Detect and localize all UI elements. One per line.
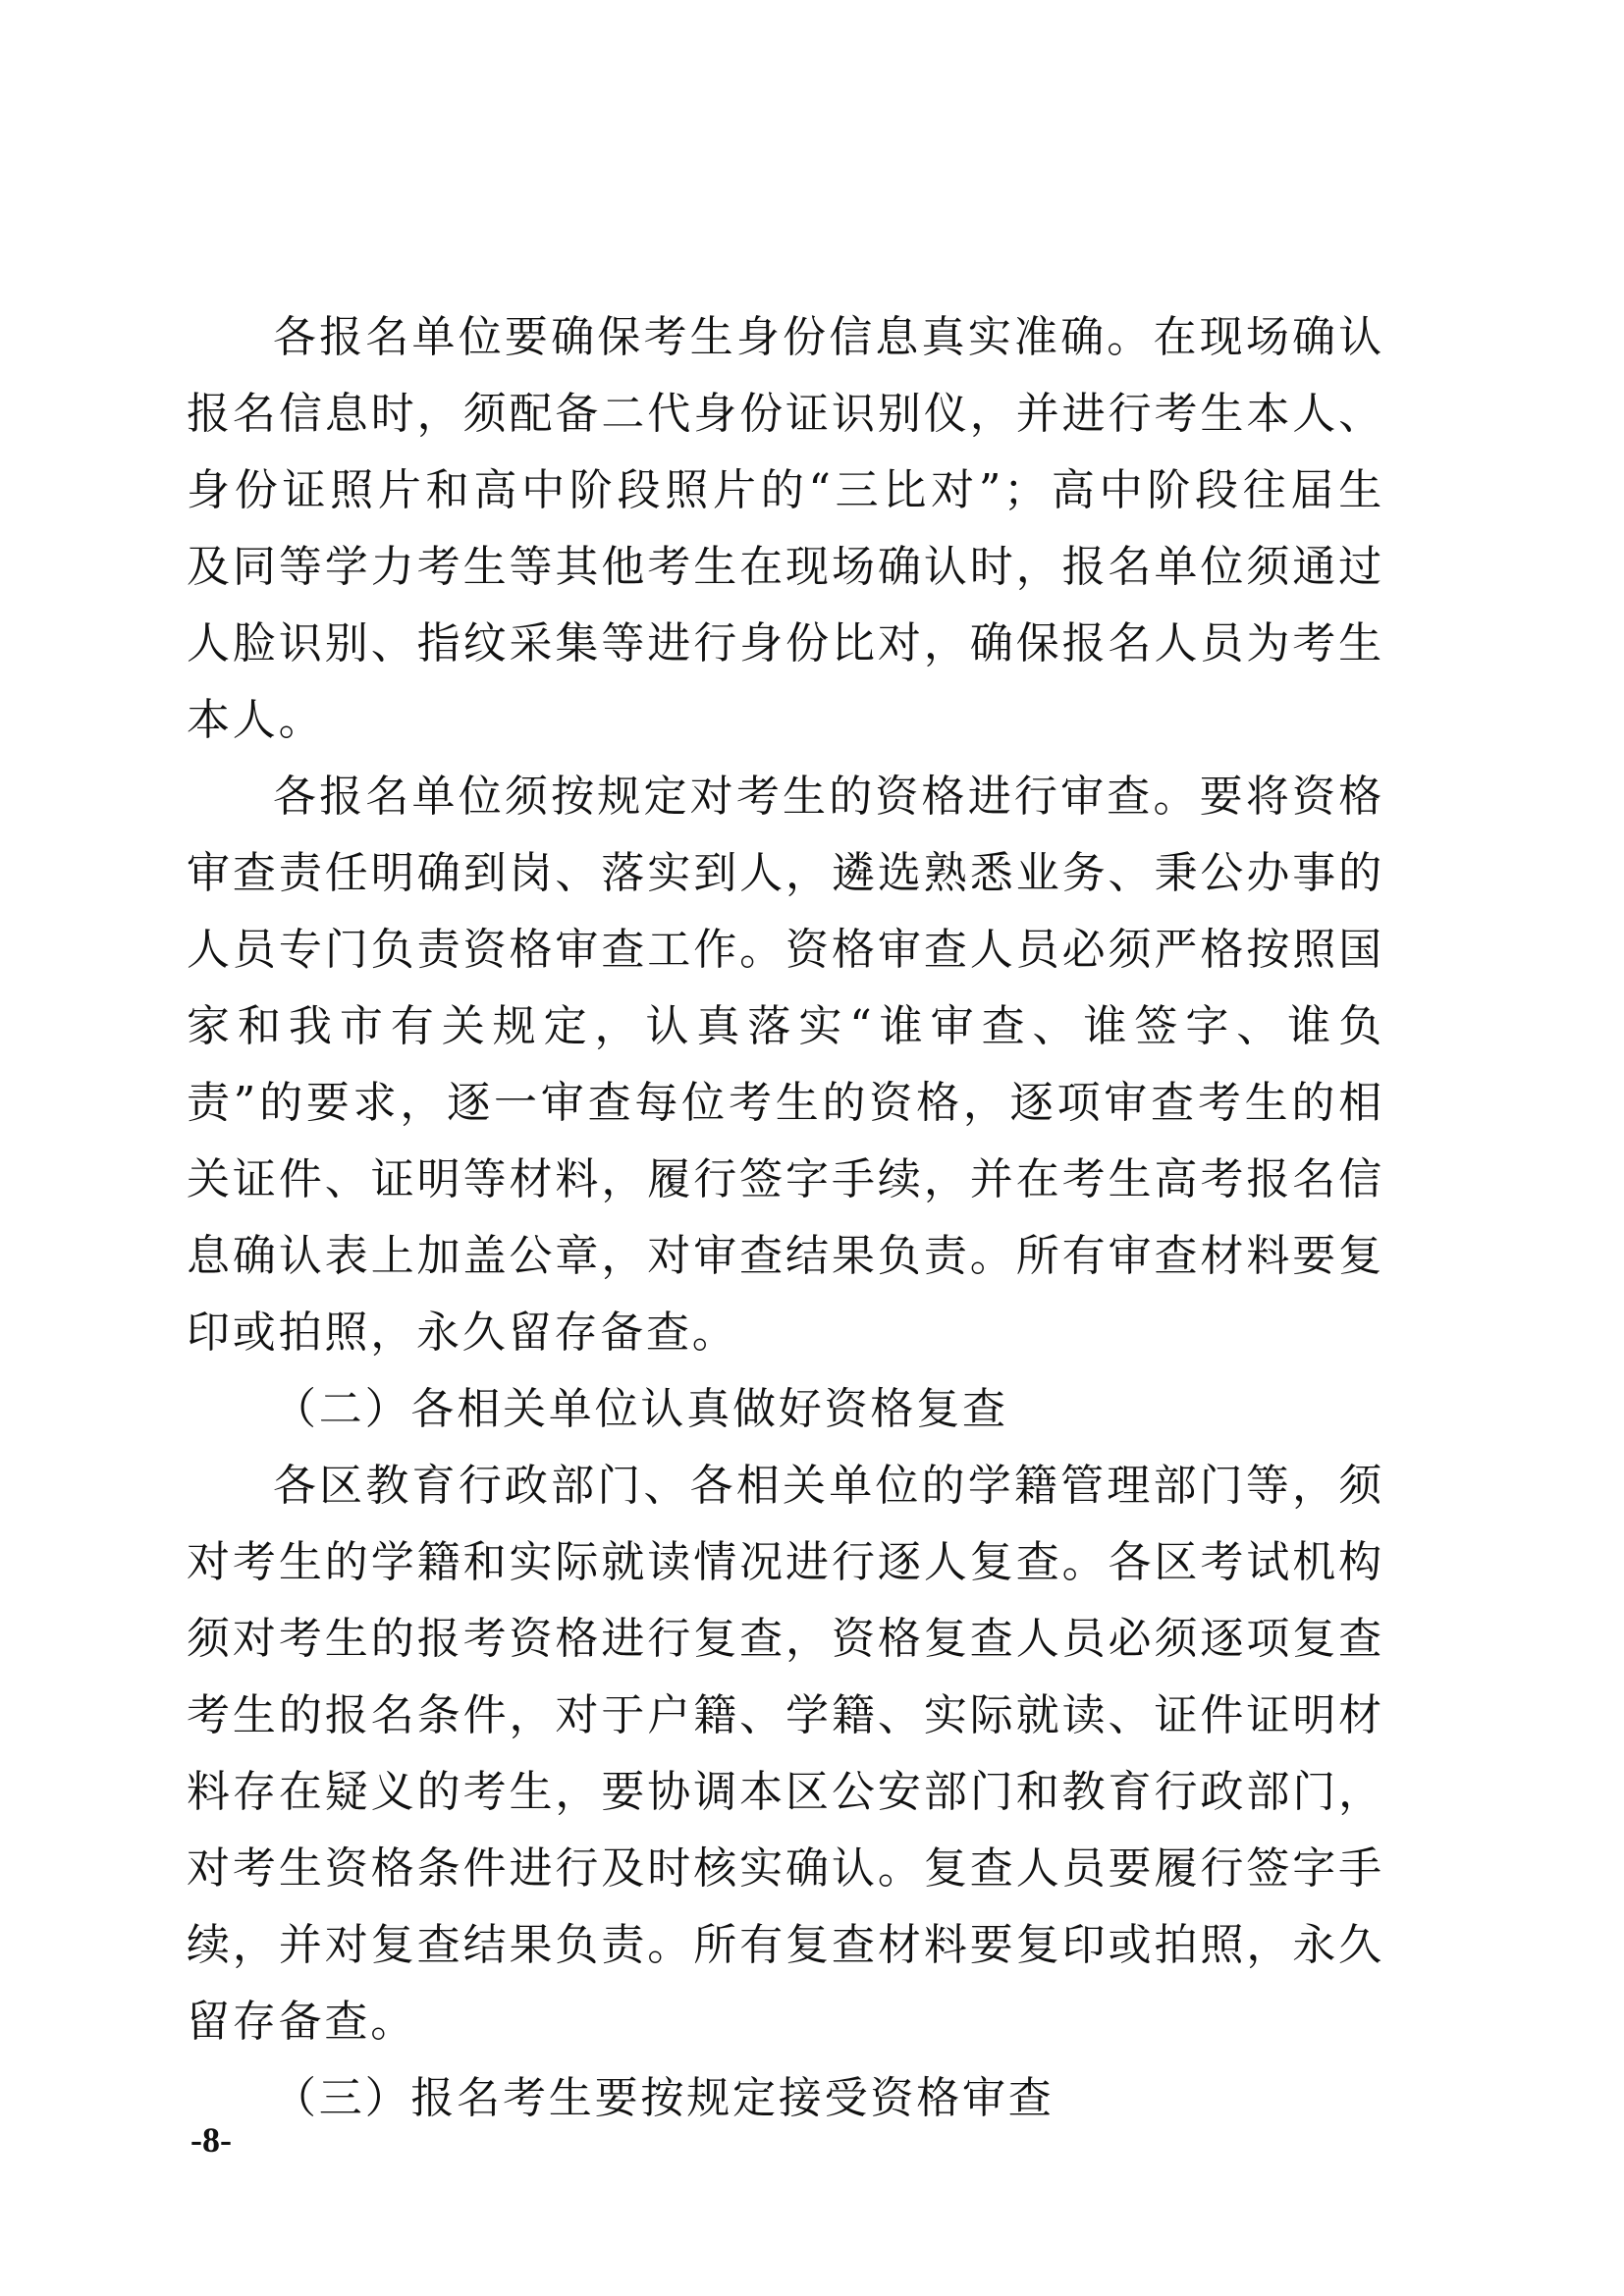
section-heading-recheck: （二）各相关单位认真做好资格复查 — [273, 1384, 1008, 1434]
paragraph-identity-verification: 各报名单位要确保考生身份信息真实准确。在现场确认报名信息时，须配备二代身份证识别仪，并进行考生本人、身份证照片和高中阶段照片的“三比对”；高中阶段往届生及同等学力考生等其他考生在现场确认时，报名单位须通过人脸识别、指纹采集等进行身份比对，确保报名人员为考生本人。 — [187, 312, 1384, 745]
document-body — [187, 299, 1384, 2137]
page-number: -8- — [190, 2120, 232, 2160]
section-heading-candidate-review: （三）报名考生要按规定接受资格审查 — [273, 2073, 1055, 2123]
paragraph-qualification-review: 各报名单位须按规定对考生的资格进行审查。要将资格审查责任明确到岗、落实到人，遴选熟悉业务、秉公办事的人员专门负责资格审查工作。资格审查人员必须严格按照国家和我市有关规定，认真落实“谁审查、谁签字、谁负责”的要求，逐一审查每位考生的资格，逐项审查考生的相关证件、证明等材料，履行签字手续，并在考生高考报名信息确认表上加盖公章，对审查结果负责。所有审查材料要复印或拍照，永久留存备查。 — [187, 772, 1384, 1358]
paragraph-qualification-recheck: 各区教育行政部门、各相关单位的学籍管理部门等，须对考生的学籍和实际就读情况进行逐人复查。各区考试机构须对考生的报考资格进行复查，资格复查人员必须逐项复查考生的报名条件，对于户籍、学籍、实际就读、证件证明材料存在疑义的考生，要协调本区公安部门和教育行政部门，对考生资格条件进行及时核实确认。复查人员要履行签字手续，并对复查结果负责。所有复查材料要复印或拍照，永久留存备查。 — [187, 1461, 1384, 2047]
